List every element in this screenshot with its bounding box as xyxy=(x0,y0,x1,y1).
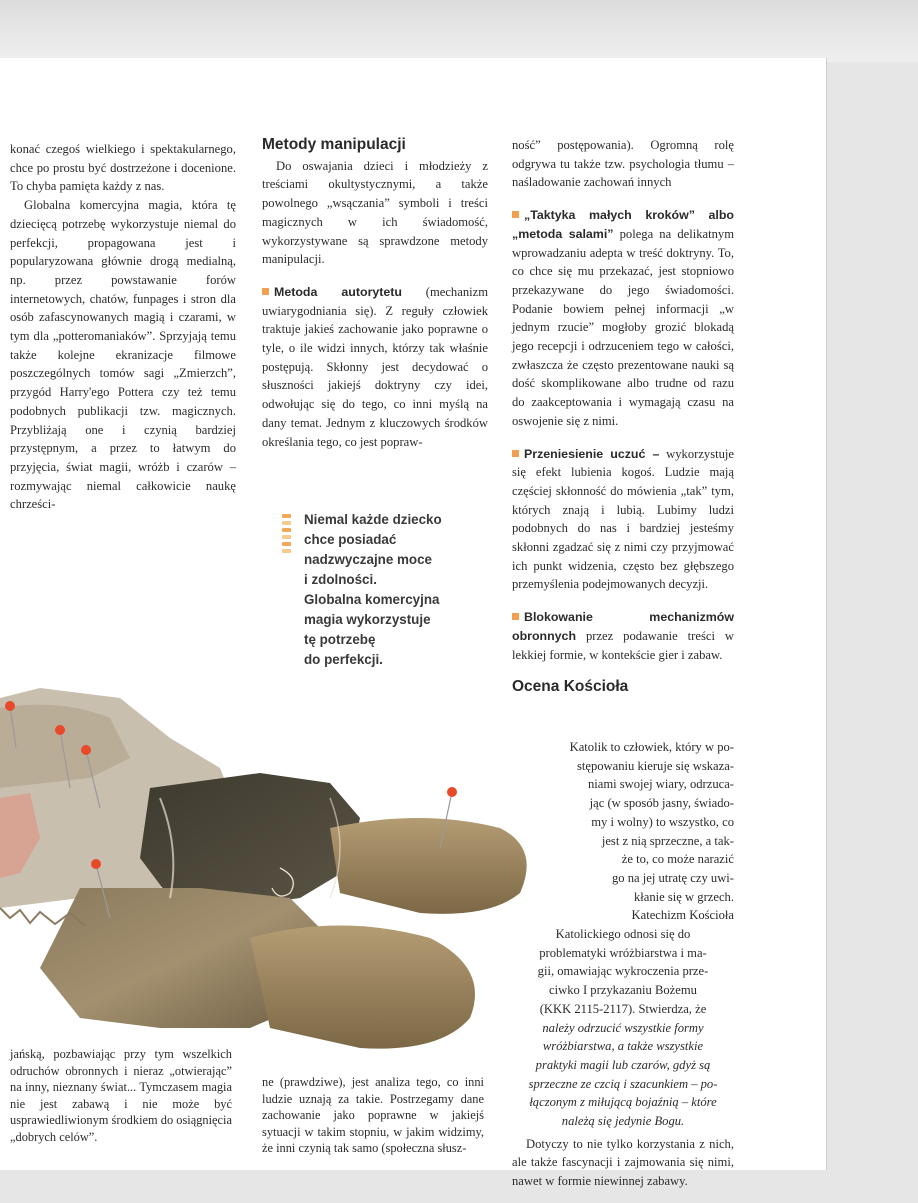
kk-line: kłanie się w grzech. xyxy=(633,889,734,904)
quote-marks-icon xyxy=(282,514,294,556)
kk-line: problematyki wróżbiarstwa i ma- xyxy=(539,945,707,960)
col3-item-blokowanie xyxy=(512,608,734,664)
orange-bullet-icon xyxy=(512,613,519,620)
kk-italic-line: łączonym z miłującą bojaźnią – które xyxy=(529,1095,717,1110)
kk-line: Katechizm Kościoła xyxy=(631,908,734,923)
doll-upper-finger xyxy=(330,818,527,914)
item-text: wykorzystuje się efekt lubienia kogoś. Ludzie mają częściej skłonność do mówienia „tak” tym, których znają i lubią. Lubimy ludzi podobnych do nas i bardziej jesteśmy skłonni zgadzać się z nimi czy przyjmować ich punkt widzenia, często bez głębszego przemyślenia podejmowanych decyzji. xyxy=(512,446,735,592)
kk-line: go na jej utratę czy uwi- xyxy=(611,870,734,885)
dark-patch xyxy=(140,773,360,908)
kk-line: my i wolny) to wszystko, co xyxy=(591,814,734,829)
col3-item-salami xyxy=(512,206,734,430)
heading-ocena-kosciola: Ocena Kościoła xyxy=(512,678,629,696)
kk-line: gii, omawiając wykroczenia prze- xyxy=(537,964,709,979)
column-2 xyxy=(262,136,488,451)
item-title: Metoda autorytetu xyxy=(274,284,402,299)
col3-item-przeniesienie xyxy=(512,445,734,595)
col1-paragraph-2: Globalna komercyjna magia, która tę dziecięcą potrzebę wykorzystuje niemal do perfekcji, propagowana jest i popularyzowana głównie drogą medialną, np. przez powstawanie forów internetowych, chatów, funpages i stron dla osób zafascynowanych magią i czarami, w tym dla „potteromaniaków”. Sprzyjają temu także kolejne ekranizacje filmowe poszczególnych tomów sagi „Zmierzch”, przygód Harry'ego Pottera czy też temu podobnych publikacji tzw. magicznych. Przybliżają one i czynią bardziej przystępnym, a przez to łatwym do przyjęcia, świat magii, wróżb i czarów – rozmywając niemal całkowicie naukę chrześci- xyxy=(10,198,236,512)
col1-paragraph-1: konać czegoś wielkiego i spektakularnego, chce po prostu być dostrzeżone i docenione. To chyba pamięta każdy z nas. xyxy=(10,142,236,194)
col2-item-autorytet xyxy=(262,283,488,451)
item-text: (mechanizm uwiarygodniania się). Z reguły człowiek traktuje jakieś zachowanie jako poprawne o tyle, o ile widzi innych, którzy tak właśnie postępują. Skłonny jest decydować o słuszności jakiejś doktryny czy idei, odwołując się do tego, co inni myślą na dany temat. Jednym z kluczowych środków określania tego, co jest popraw- xyxy=(262,284,488,449)
col3-paragraph-1: ność” postępowania). Ogromną rolę odgrywa tu także tzw. psychologia tłumu – naśladowanie zachowań innych xyxy=(512,138,734,190)
pull-quote-text: Niemal każde dziecko chce posiadać nadzwyczajne moce i zdolności. Globalna komercyjna magia wykorzystuje tę potrzebę do perfekcji. xyxy=(304,512,442,667)
item-title: Blokowanie mechanizmów obronnych xyxy=(512,610,734,643)
column-3 xyxy=(512,136,734,699)
scan-top-margin xyxy=(0,0,918,62)
item-title: „Taktyka małych kroków” albo „metoda salami” xyxy=(512,208,734,241)
kk-line: niami swojej wiary, odrzuca- xyxy=(587,777,734,792)
orange-bullet-icon xyxy=(512,450,519,457)
kk-italic-line: należy odrzucić wszystkie formy xyxy=(542,1020,704,1035)
item-text: przez podawanie treści w lekkiej formie, w kontekście gier i zabaw. xyxy=(512,628,734,662)
kk-line: stępowaniu kieruje się wskaza- xyxy=(576,758,734,773)
kk-line: że to, co może narazić xyxy=(621,852,734,867)
kk-line: Katolickiego odnosi się do xyxy=(555,927,691,942)
kk-line: jąc (w sposób jasny, świado- xyxy=(589,796,734,811)
kk-italic-line: wróżbiarstwa, a także wszystkie xyxy=(542,1039,704,1054)
bottom-middle-text: ne (prawdziwe), jest analiza tego, co inni ludzie uznają za takie. Postrzegamy dane zachowanie jako poprawne w jakiejś sytuacji w takim stopniu, w jakim widzimy, że inni czynią tak samo (społeczna słusz- xyxy=(262,1075,484,1156)
orange-bullet-icon xyxy=(262,288,269,295)
pull-quote xyxy=(284,510,489,670)
item-text: polega na delikatnym wprowadzaniu adepta w treść doktryny. To, co chce się mu przekazać, jest stopniowo przekazywane do jego świadomości. Podanie bowiem pełnej informacji „w jednym rzucie” mogłoby grozić blokadą jego recepcji i odrzuceniem tego w całości, zwłaszcza że często prezentowane nauki są dość skomplikowane albo trudne od razu do zaakceptowania i wymagają czasu na oswojenie się z nimi. xyxy=(512,226,734,428)
kk-line: (KKK 2115-2117). Stwierdza, że xyxy=(539,1001,707,1016)
magazine-page xyxy=(0,58,826,1189)
item-title: Przeniesienie uczuć – xyxy=(524,446,660,461)
col3-last-paragraph: Dotyczy to nie tylko korzystania z nich, ale także fascynacji i zajmowania się nimi, nawet w formie niewinnej zabawy. xyxy=(512,1136,734,1189)
kk-italic-line: praktyki magii lub czarów, gdyż są xyxy=(535,1057,711,1072)
kk-line: Katolik to człowiek, który w po- xyxy=(569,740,734,754)
kk-italic-line: należą się jedynie Bogu. xyxy=(561,1114,685,1129)
column-1 xyxy=(10,140,236,514)
heading-metody-manipulacji: Metody manipulacji xyxy=(262,136,406,153)
kk-line: ciwko I przykazaniu Bożemu xyxy=(549,983,697,998)
kk-line: jest z nią sprzeczne, a tak- xyxy=(601,833,734,848)
bottom-left-text: jańską, pozbawiając przy tym wszelkich odruchów obronnych i nieraz „otwierając” na inny, nieznany świat... Tymczasem magia nie jest zabawą i nie może być usprawiedliwionym środkiem do osiągnięcia „dobrych celów”. xyxy=(10,1047,232,1144)
doll-lower-finger xyxy=(250,926,475,1049)
kk-italic-line: sprzeczne ze czcią i szacunkiem – po- xyxy=(528,1076,718,1091)
col2-intro: Do oswajania dzieci i młodzieży z treściami okultystycznymi, a także powolnego „wsączania” symboli i treści magicznych w ich świadomość, wykorzystywane są sprawdzone metody manipulacji. xyxy=(262,158,488,267)
orange-bullet-icon xyxy=(512,211,519,218)
